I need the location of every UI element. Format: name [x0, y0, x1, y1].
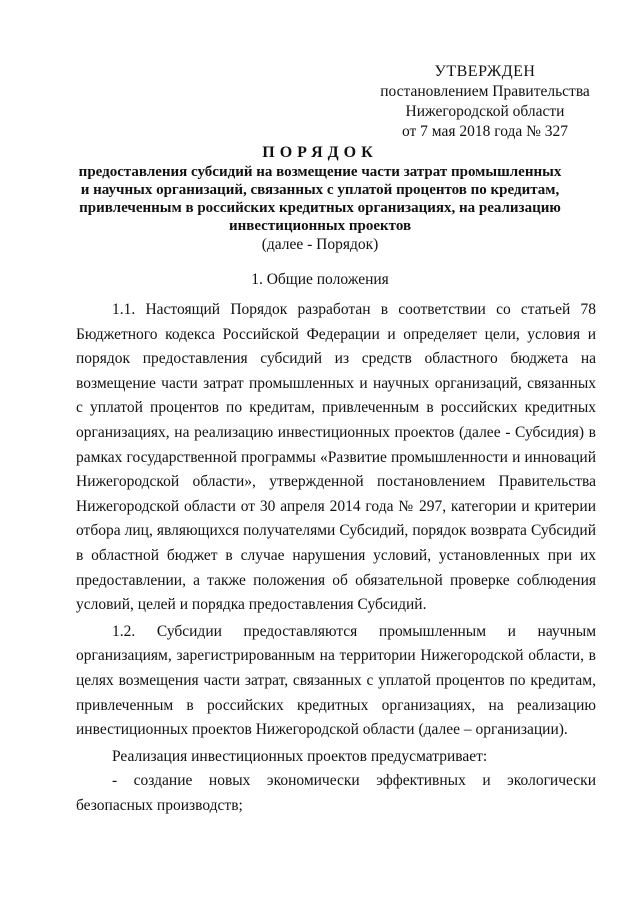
document-subtitle-line: инвестиционных проектов [228, 218, 412, 234]
approval-line-decree: постановлением Правительства [380, 83, 590, 100]
paragraph-1-1: 1.1. Настоящий Порядок разработан в соответствии со статьей 78 Бюджетного кодекса Российской Федерации и определяет цели, условия и порядок предоставления субсидий из средств областного бюджета на возмещение части затрат промышленных и научных организаций, связанных с уплатой процентов по кредитам, привлеченным в российских кредитных организациях, на реализацию инвестиционных проектов (далее - Субсидия) в рамках государственной программы «Развитие промышленности и инноваций Нижегородской области», утвержденной постановлением Правительства Нижегородской области от 30 апреля 2014 года № 297, категории и критерии отбора лиц, являющихся получателями Субсидий, порядок возврата Субсидий в областной бюджет в случае нарушения условий, установленных при их предоставлении, а также положения об обязательной проверке соблюдения условий, целей и порядка предоставления Субсидий. [76, 301, 596, 614]
section-heading: 1. Общие положения [251, 271, 389, 288]
paragraph-1-2: 1.2. Субсидии предоставляются промышленным и научным организациям, зарегистрированным на территории Нижегородской области, в целях возмещения части затрат, связанных с уплатой процентов по кредитам, привлеченным в российских кредитных организациях, на реализацию инвестиционных проектов Нижегородской области (далее – организации). [76, 622, 596, 739]
approval-heading: УТВЕРЖДЕН [434, 63, 536, 80]
document-body [76, 298, 596, 818]
document-subtitle-line: и научных организаций, связанных с уплатой процентов по кредитам, [80, 182, 560, 198]
document-subtitle-line: предоставления субсидий на возмещение части затрат промышленных [78, 164, 562, 180]
paragraph-projects-intro: Реализация инвестиционных проектов предусматривает: [112, 747, 488, 765]
document-title-block [60, 144, 580, 255]
approval-line-region: Нижегородской области [405, 103, 565, 120]
list-item-new-production: - создание новых экономически эффективных и экологически безопасных производств; [76, 772, 596, 814]
approval-stamp [370, 62, 600, 142]
document-subtitle-line: привлеченным в российских кредитных организациях, на реализацию [79, 200, 561, 216]
approval-line-date: от 7 мая 2018 года № 327 [401, 123, 569, 140]
document-abbreviation: (далее - Порядок) [261, 236, 379, 253]
document-title: ПОРЯДОК [262, 144, 378, 161]
